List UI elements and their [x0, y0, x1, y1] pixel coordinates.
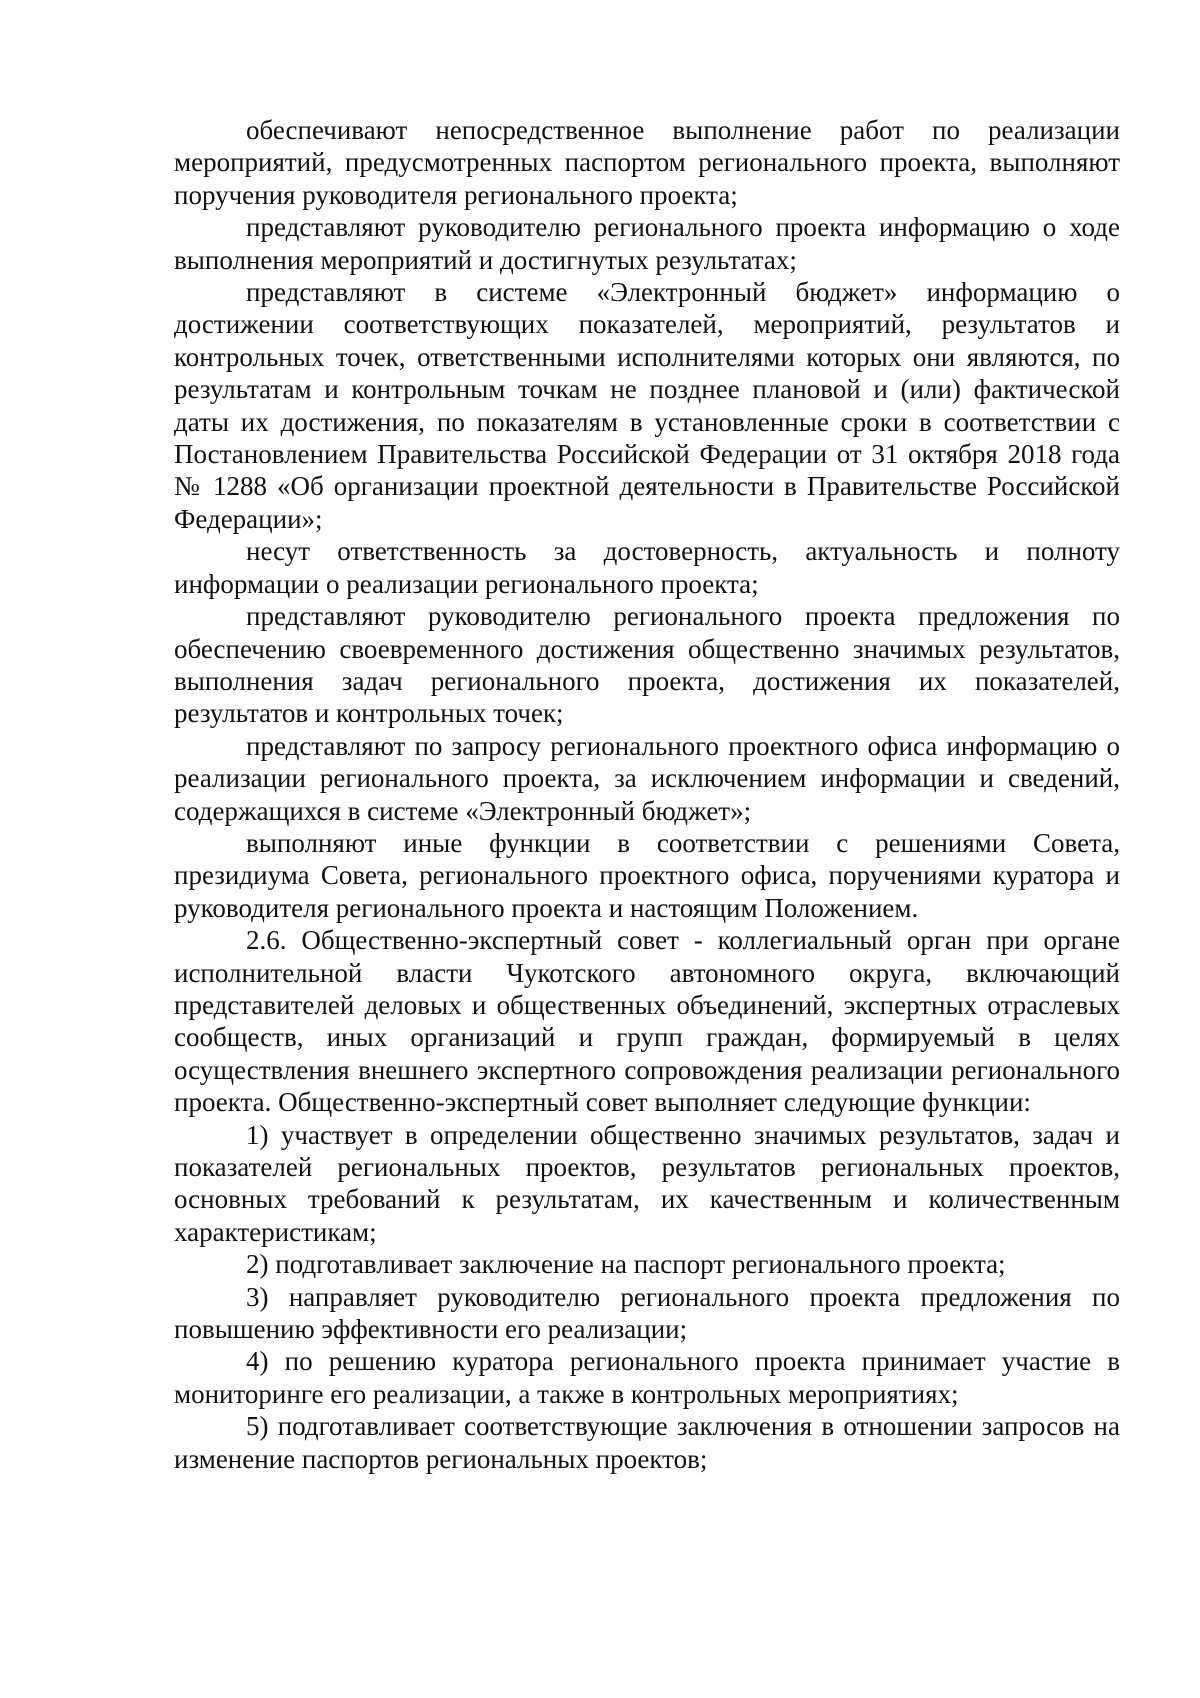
- list-item: 1) участвует в определении общественно значимых результатов, задач и показателей региональных проектов, результатов региональных проектов, основных требований к результатам, их качественным и количественным характеристикам;: [174, 1119, 1120, 1247]
- list-item: 4) по решению куратора регионального проекта принимает участие в мониторинге его реализации, а также в контрольных мероприятиях;: [174, 1346, 1120, 1409]
- paragraph: представляют в системе «Электронный бюджет» информацию о достижении соответствующих показателей, мероприятий, результатов и контрольных точек, ответственными исполнителями которых они являются, по результатам и контрольным точкам не позднее плановой и (или) фактической даты их достижения, по показателям в установленные сроки в соответствии с Постановлением Правительства Российской Федерации от 31 октября 2018 года № 1288 «Об организации проектной деятельности в Правительстве Российской Федерации»;: [174, 277, 1120, 534]
- paragraph: несут ответственность за достоверность, актуальность и полноту информации о реализации регионального проекта;: [174, 536, 1120, 599]
- list-item: 2) подготавливает заключение на паспорт регионального проекта;: [246, 1249, 1006, 1280]
- document-body: [174, 114, 1120, 1475]
- paragraph: выполняют иные функции в соответствии с решениями Совета, президиума Совета, регионального проектного офиса, поручениями куратора и руководителя регионального проекта и настоящим Положением.: [174, 827, 1120, 923]
- paragraph: 2.6. Общественно-экспертный совет - коллегиальный орган при органе исполнительной власти Чукотского автономного округа, включающий представителей деловых и общественных объединений, экспертных отраслевых сообществ, иных организаций и групп граждан, формируемый в целях осуществления внешнего экспертного сопровождения реализации регионального проекта. Общественно-экспертный совет выполняет следующие функции:: [174, 925, 1120, 1118]
- paragraph: представляют руководителю регионального проекта предложения по обеспечению своевременного достижения общественно значимых результатов, выполнения задач регионального проекта, достижения их показателей, результатов и контрольных точек;: [174, 601, 1120, 729]
- list-item: 5) подготавливает соответствующие заключения в отношении запросов на изменение паспортов региональных проектов;: [174, 1411, 1120, 1474]
- paragraph: представляют руководителю регионального проекта информацию о ходе выполнения мероприятий и достигнутых результатах;: [174, 212, 1120, 275]
- list-item: 3) направляет руководителю регионального проекта предложения по повышению эффективности его реализации;: [174, 1281, 1120, 1345]
- paragraph: представляют по запросу регионального проектного офиса информацию о реализации регионального проекта, за исключением информации и сведений, содержащихся в системе «Электронный бюджет»;: [174, 730, 1120, 826]
- paragraph: обеспечивают непосредственное выполнение работ по реализации мероприятий, предусмотренных паспортом регионального проекта, выполняют поручения руководителя регионального проекта;: [174, 115, 1120, 210]
